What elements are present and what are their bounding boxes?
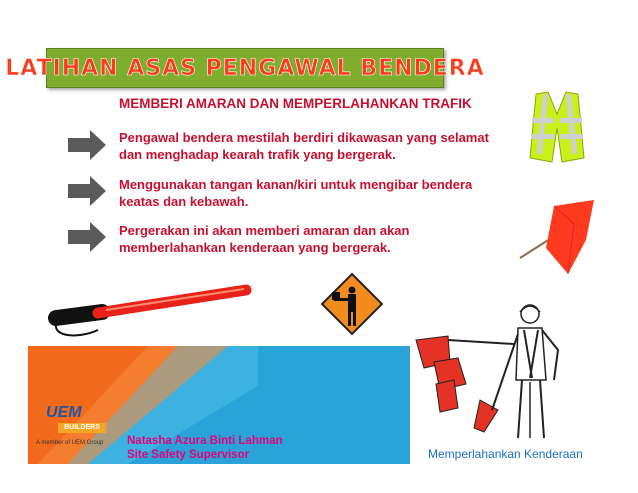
flagger-person-icon — [414, 300, 582, 442]
bullet-text — [119, 176, 499, 210]
bullet-line: Pengawal bendera mestilah berdiri dikawasan yang selamat — [119, 130, 489, 145]
bullet-line: Menggunakan tangan kanan/kiri untuk mengibar bendera — [119, 177, 473, 192]
company-logo-sub: BUILDERS — [58, 423, 106, 433]
flagger-sign-icon — [320, 272, 384, 336]
safety-vest-icon — [518, 88, 596, 166]
bullet-line: Pergerakan ini akan memberi amaran dan akan — [119, 223, 410, 238]
traffic-baton-icon — [46, 280, 252, 344]
title-banner — [5, 48, 485, 88]
arrow-right-icon — [68, 176, 106, 206]
bullet-line: memberlahankan kenderaan yang bergerak. — [119, 240, 391, 255]
page-title: LATIHAN ASAS PENGAWAL BENDERA — [5, 55, 485, 81]
bullet-text — [119, 129, 499, 163]
presenter-role: Site Safety Supervisor — [127, 449, 250, 461]
member-text: A member of UEM Group — [36, 440, 104, 446]
arrow-right-icon — [68, 130, 106, 160]
bullet-line: keatas dan kebawah. — [119, 194, 249, 209]
image-caption: Memperlahankan Kenderaan — [428, 447, 583, 461]
section-subtitle: MEMBERI AMARAN DAN MEMPERLAHANKAN TRAFIK — [119, 96, 472, 111]
red-flag-icon — [516, 196, 600, 276]
bullet-line: dan menghadap kearah trafik yang bergerak. — [119, 147, 396, 162]
arrow-right-icon — [68, 222, 106, 252]
presenter-name: Natasha Azura Binti Lahman — [127, 435, 283, 447]
company-logo: UEM — [46, 404, 82, 421]
bullet-text — [119, 222, 499, 256]
